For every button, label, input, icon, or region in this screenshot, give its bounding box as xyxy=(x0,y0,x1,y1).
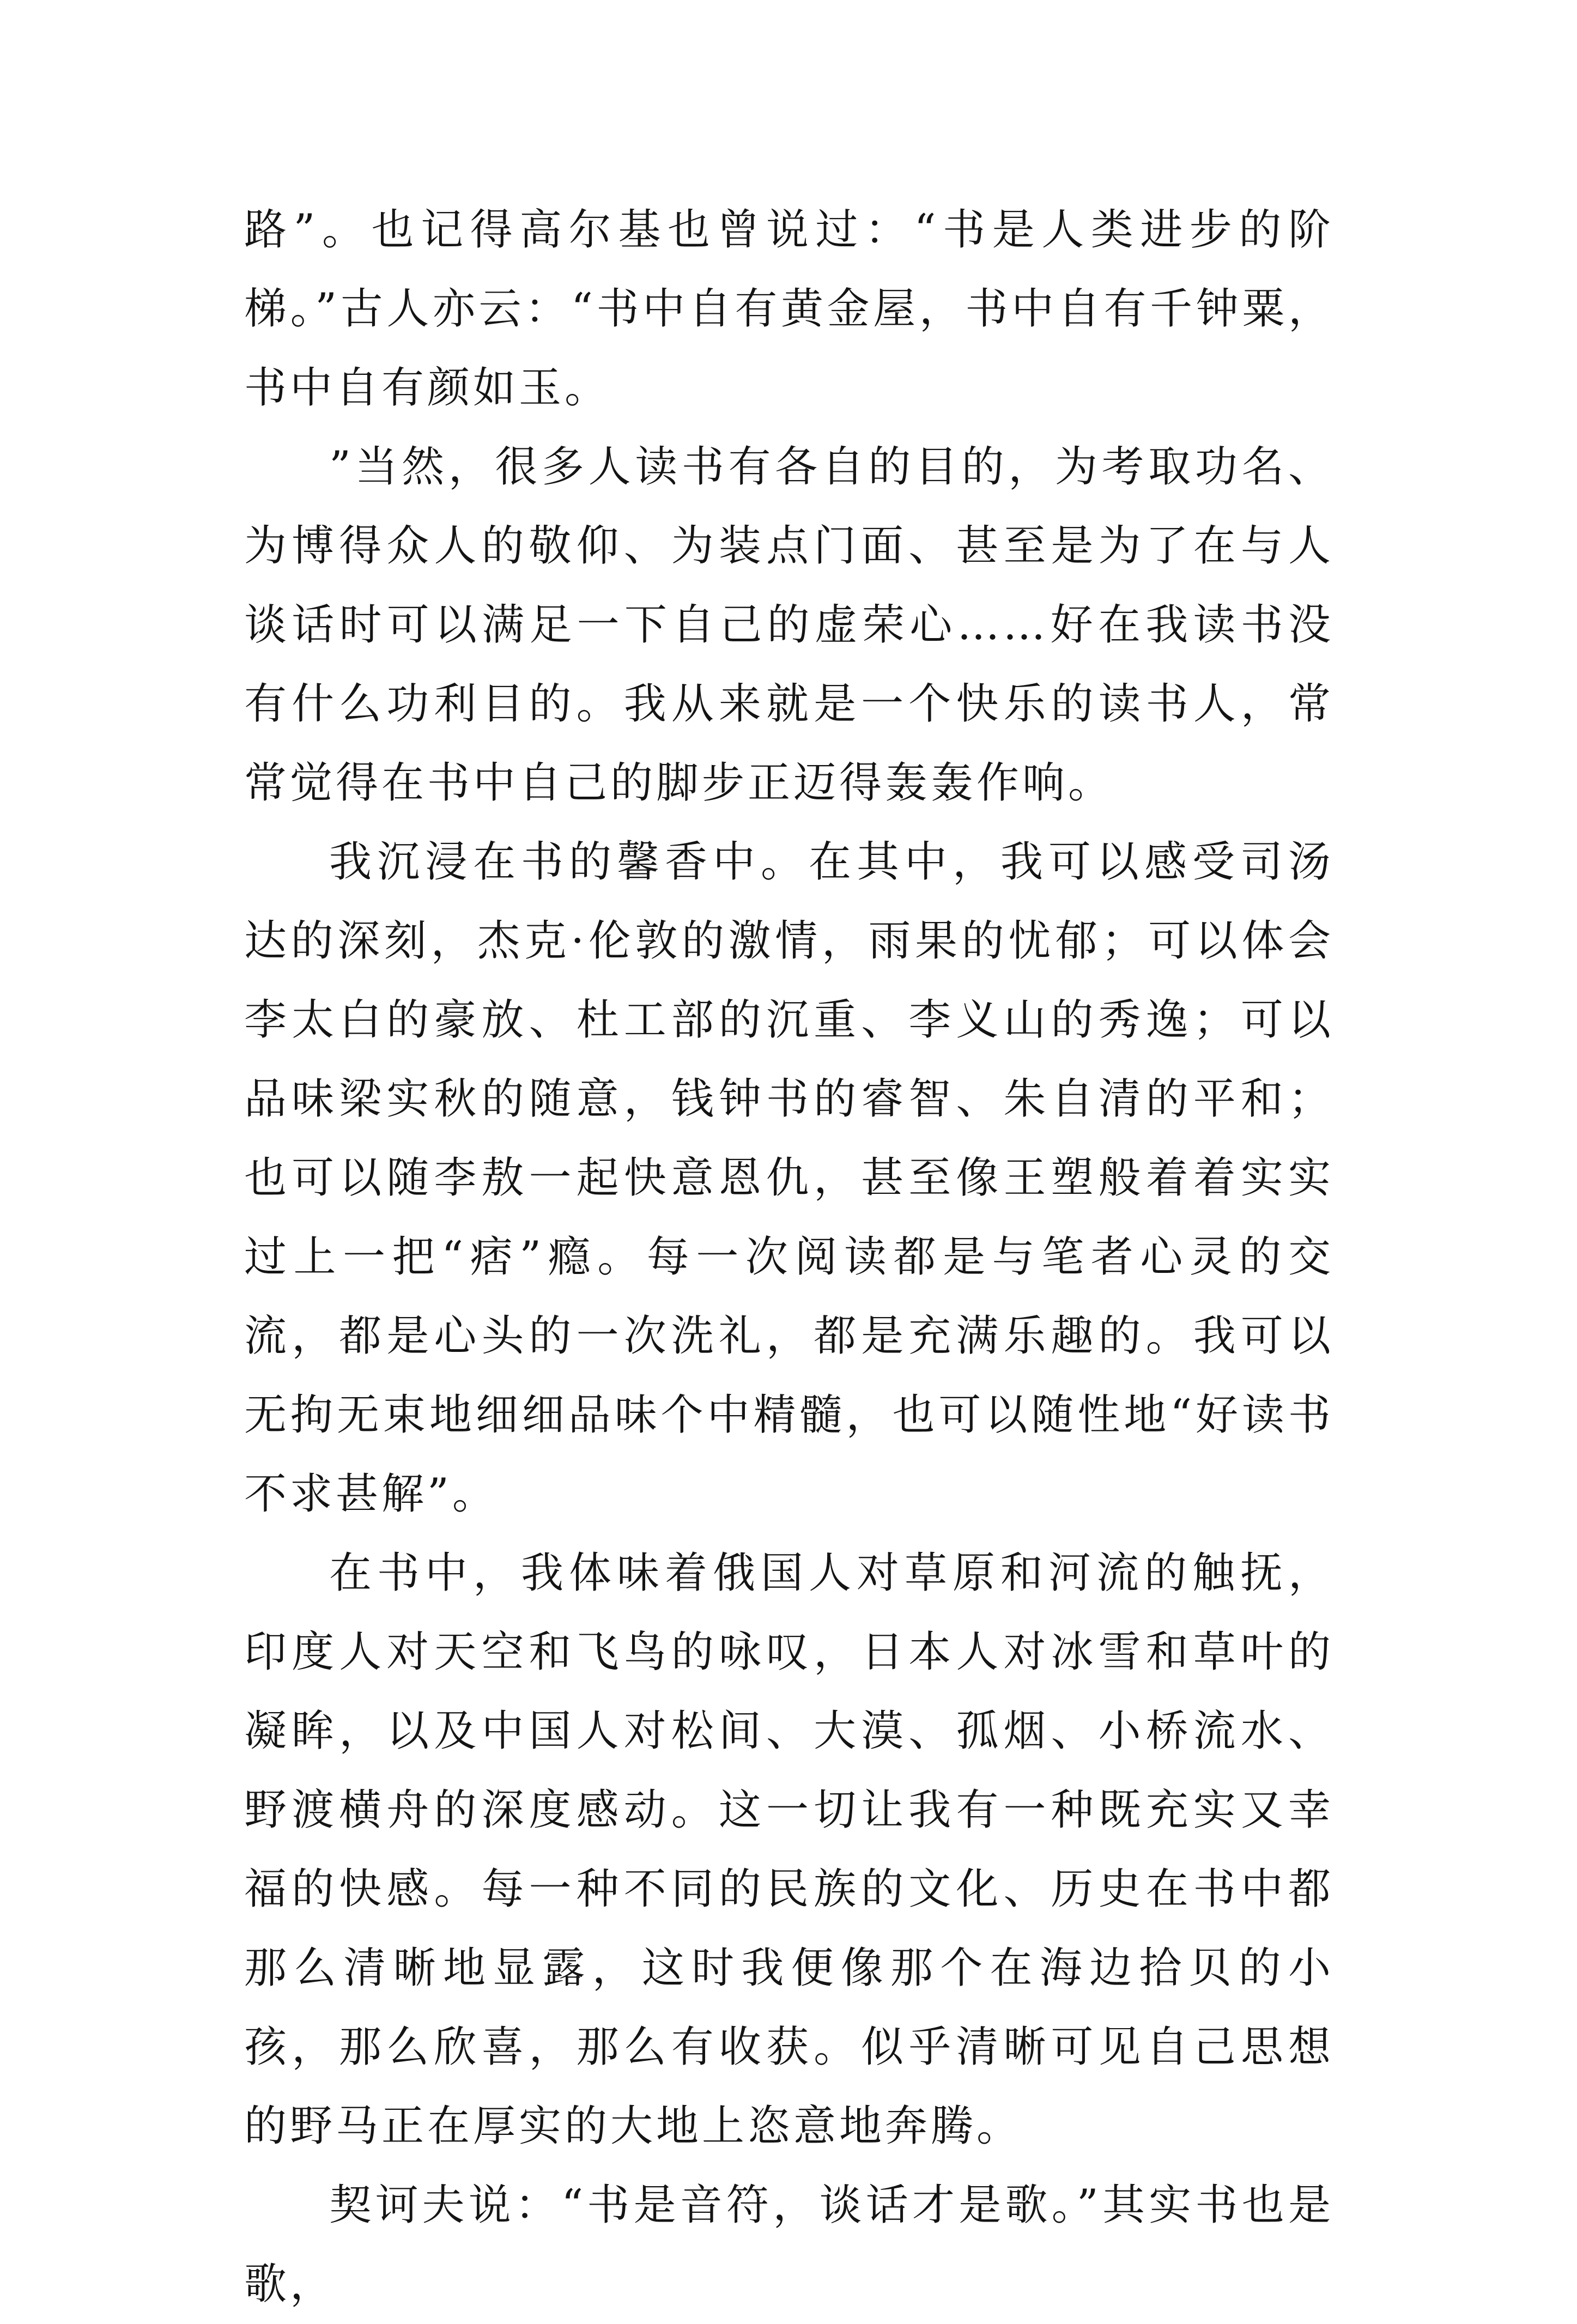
paragraph: 路”。也记得高尔基也曾说过：“书是人类进步的阶梯。”古人亦云：“书中自有黄金屋，书中自有千钟粟，书中自有颜如玉。 xyxy=(244,205,1334,412)
body-text xyxy=(244,191,1334,2324)
paragraph: 在书中，我体味着俄国人对草原和河流的触抚，印度人对天空和飞鸟的咏叹，日本人对冰雪和草叶的凝眸，以及中国人对松间、大漠、孤烟、小桥流水、野渡横舟的深度感动。这一切让我有一种既充实又幸福的快感。每一种不同的民族的文化、历史在书中都那么清晰地显露，这时我便像那个在海边拾贝的小孩，那么欣喜，那么有收获。似乎清晰可见自己思想的野马正在厚实的大地上恣意地奔腾。 xyxy=(244,1549,1334,2151)
paragraph: 我沉浸在书的馨香中。在其中，我可以感受司汤达的深刻，杰克·伦敦的激情，雨果的忧郁；可以体会李太白的豪放、杜工部的沉重、李义山的秀逸；可以品味梁实秋的随意，钱钟书的睿智、朱自清的平和；也可以随李敖一起快意恩仇，甚至像王塑般着着实实过上一把“痞”瘾。每一次阅读都是与笔者心灵的交流，都是心头的一次洗礼，都是充满乐趣的。我可以无拘无束地细细品味个中精髓，也可以随性地“好读书不求甚解”。 xyxy=(244,838,1334,1519)
paragraph: 契诃夫说：“书是音符，谈话才是歌。”其实书也是歌， xyxy=(244,2181,1334,2309)
paragraph: ”当然，很多人读书有各自的目的，为考取功名、为博得众人的敬仰、为装点门面、甚至是为了在与人谈话时可以满足一下自己的虚荣心……好在我读书没有什么功利目的。我从来就是一个快乐的读书人，常常觉得在书中自己的脚步正迈得轰轰作响。 xyxy=(244,442,1334,808)
